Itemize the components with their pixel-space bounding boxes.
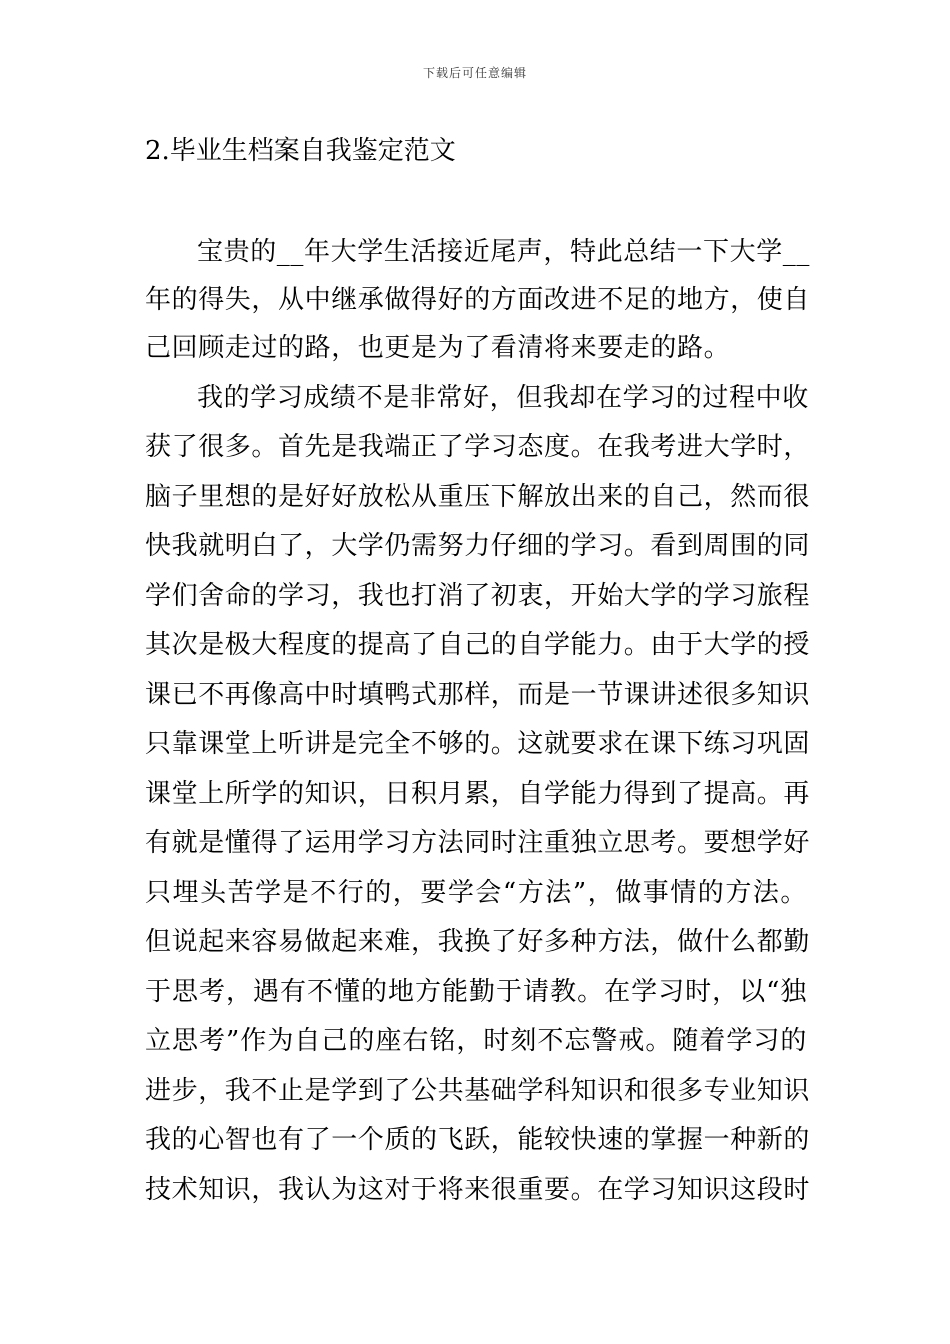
paragraph-line: 只埋头苦学是不行的，要学会“方法”，做事情的方法。 (145, 878, 807, 908)
paragraph-line: 有就是懂得了运用学习方法同时注重独立思考。要想学好 (145, 828, 811, 858)
paragraph-line: 脑子里想的是好好放松从重压下解放出来的自己，然而很 (145, 482, 811, 512)
paragraph-line: 于思考，遇有不懂的地方能勤于请教。在学习时，以“独 (145, 977, 807, 1007)
paragraph-line: 课已不再像高中时填鸭式那样，而是一节课讲述很多知识 (145, 680, 811, 710)
paragraph-line: 宝贵的__年大学生活接近尾声，特此总结一下大学__ (197, 237, 811, 267)
header-note: 下载后可任意编辑 (422, 66, 527, 80)
paragraph-line: 己回顾走过的路，也更是为了看清将来要走的路。 (145, 333, 731, 363)
paragraph-line: 只靠课堂上听讲是完全不够的。这就要求在课下练习巩固 (145, 729, 811, 759)
paragraph-line: 立思考”作为自己的座右铭，时刻不忘警戒。随着学习的 (145, 1026, 807, 1056)
paragraph-line: 年的得失，从中继承做得好的方面改进不足的地方，使自 (145, 285, 811, 315)
paragraph-line: 但说起来容易做起来难，我换了好多种方法，做什么都勤 (145, 927, 811, 957)
paragraph-line: 获了很多。首先是我端正了学习态度。在我考进大学时， (145, 432, 811, 462)
paragraph-line: 我的心智也有了一个质的飞跃，能较快速的掌握一种新的 (145, 1125, 811, 1155)
paragraph-line: 进步，我不止是学到了公共基础学科知识和很多专业知识 (145, 1076, 811, 1106)
paragraph-line: 其次是极大程度的提高了自己的自学能力。由于大学的授 (145, 630, 811, 660)
paragraph-line: 快我就明白了，大学仍需努力仔细的学习。看到周围的同 (145, 531, 811, 561)
document-title: 2.毕业生档案自我鉴定范文 (145, 136, 456, 166)
paragraph-line: 学们舍命的学习，我也打消了初衷，开始大学的学习旅程 (145, 581, 811, 611)
paragraph-line: 我的学习成绩不是非常好，但我却在学习的过程中收 (197, 383, 809, 413)
paragraph-line: 课堂上所学的知识，日积月累，自学能力得到了提高。再 (145, 779, 811, 809)
paragraph-line: 技术知识，我认为这对于将来很重要。在学习知识这段时 (145, 1175, 811, 1205)
